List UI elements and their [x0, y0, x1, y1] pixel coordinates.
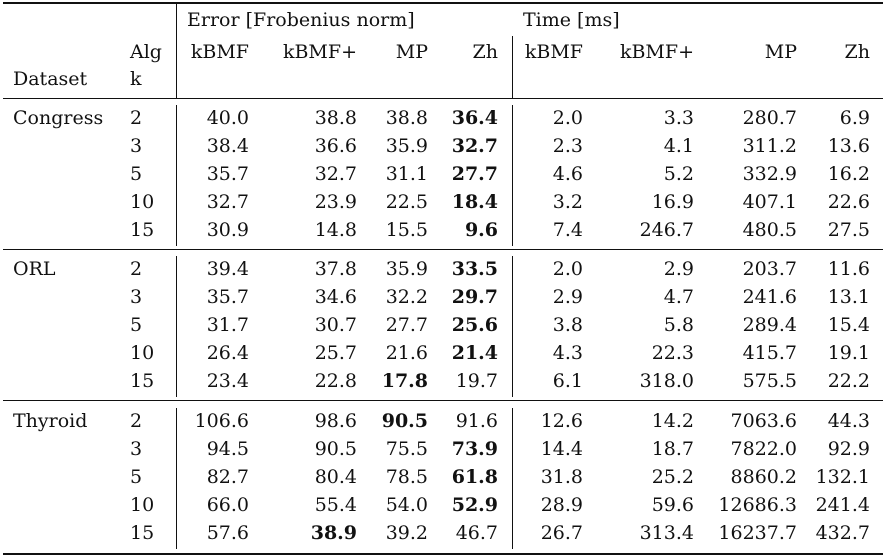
- k-cell: 2: [130, 410, 143, 432]
- error-cell: 38.8: [314, 107, 357, 129]
- time-cell: 12.6: [540, 410, 583, 432]
- time-cell: 318.0: [639, 370, 694, 393]
- dataset-label: Congress: [13, 107, 104, 129]
- col-header-error-mp: MP: [395, 41, 428, 63]
- error-cell: 80.4: [314, 466, 357, 489]
- time-cell: 4.7: [663, 286, 694, 309]
- header-rule: [3, 98, 883, 99]
- error-cell: 35.7: [206, 163, 249, 186]
- time-cell: 289.4: [742, 314, 797, 337]
- time-cell: 2.3: [552, 135, 583, 158]
- block-rule-1: [3, 249, 883, 250]
- error-cell: 30.9: [206, 219, 249, 242]
- time-cell: 18.7: [651, 438, 694, 461]
- time-cell: 8860.2: [730, 466, 797, 489]
- error-cell: 35.7: [206, 286, 249, 309]
- error-cell: 33.5: [451, 258, 498, 280]
- time-cell: 14.2: [651, 410, 694, 432]
- time-cell: 280.7: [742, 107, 797, 129]
- col-header-time-kbmf: kBMF: [524, 41, 583, 63]
- time-cell: 2.0: [552, 258, 583, 280]
- error-cell: 82.7: [206, 466, 249, 489]
- error-cell: 91.6: [455, 410, 498, 432]
- error-cell: 38.9: [310, 522, 357, 545]
- time-cell: 25.2: [651, 466, 694, 489]
- time-cell: 19.1: [827, 342, 870, 365]
- error-cell: 26.4: [206, 342, 249, 365]
- time-cell: 13.1: [827, 286, 870, 309]
- time-cell: 3.8: [552, 314, 583, 337]
- top-rule: [3, 2, 883, 4]
- error-cell: 46.7: [455, 522, 498, 545]
- block-vline-left: [176, 256, 177, 397]
- error-cell: 9.6: [464, 219, 498, 242]
- col-header-error-zh: Zh: [472, 41, 498, 63]
- col-header-time-zh: Zh: [844, 41, 870, 63]
- k-cell: 5: [130, 314, 143, 337]
- error-cell: 32.7: [206, 191, 249, 214]
- col-header-time-mp: MP: [764, 41, 797, 63]
- time-cell: 332.9: [742, 163, 797, 186]
- k-cell: 15: [130, 522, 155, 545]
- col-header-error-kbmf: kBMF: [190, 41, 249, 63]
- error-cell: 23.9: [314, 191, 357, 214]
- k-cell: 15: [130, 219, 155, 242]
- col-header-k: k: [130, 68, 142, 90]
- time-cell: 6.9: [839, 107, 870, 129]
- time-cell: 6.1: [552, 370, 583, 393]
- error-cell: 21.6: [385, 342, 428, 365]
- error-cell: 35.9: [385, 258, 428, 280]
- time-cell: 2.9: [552, 286, 583, 309]
- time-cell: 28.9: [540, 494, 583, 517]
- k-cell: 2: [130, 107, 143, 129]
- block-vline-left: [176, 408, 177, 549]
- time-cell: 59.6: [651, 494, 694, 517]
- error-cell: 90.5: [381, 410, 428, 432]
- time-cell: 5.2: [663, 163, 694, 186]
- group-header-error: Error [Frobenius norm]: [187, 9, 415, 31]
- error-cell: 52.9: [451, 494, 498, 517]
- error-cell: 75.5: [385, 438, 428, 461]
- error-cell: 55.4: [314, 494, 357, 517]
- time-cell: 3.2: [552, 191, 583, 214]
- k-cell: 3: [130, 286, 143, 309]
- error-cell: 21.4: [451, 342, 498, 365]
- time-cell: 7822.0: [730, 438, 797, 461]
- error-cell: 38.4: [206, 135, 249, 158]
- dataset-label: ORL: [13, 258, 56, 280]
- k-cell: 5: [130, 163, 143, 186]
- time-cell: 31.8: [540, 466, 583, 489]
- time-cell: 22.3: [651, 342, 694, 365]
- time-cell: 311.2: [742, 135, 797, 158]
- error-cell: 40.0: [206, 107, 249, 129]
- time-cell: 14.4: [540, 438, 583, 461]
- time-cell: 2.9: [663, 258, 694, 280]
- dataset-label: Thyroid: [13, 410, 88, 432]
- col-header-dataset: Dataset: [13, 68, 88, 90]
- time-cell: 132.1: [815, 466, 870, 489]
- time-cell: 12686.3: [718, 494, 797, 517]
- error-cell: 39.4: [206, 258, 249, 280]
- time-cell: 92.9: [827, 438, 870, 461]
- error-cell: 36.6: [314, 135, 357, 158]
- error-cell: 29.7: [451, 286, 498, 309]
- k-cell: 3: [130, 135, 143, 158]
- error-cell: 19.7: [455, 370, 498, 393]
- header-vline-left: [176, 4, 177, 98]
- time-cell: 16.9: [651, 191, 694, 214]
- error-cell: 32.7: [451, 135, 498, 158]
- error-cell: 32.7: [314, 163, 357, 186]
- col-header-alg: Alg: [130, 41, 162, 63]
- error-cell: 78.5: [385, 466, 428, 489]
- error-cell: 17.8: [381, 370, 428, 393]
- time-cell: 246.7: [639, 219, 694, 242]
- time-cell: 22.6: [827, 191, 870, 214]
- error-cell: 25.7: [314, 342, 357, 365]
- time-cell: 5.8: [663, 314, 694, 337]
- time-cell: 3.3: [663, 107, 694, 129]
- error-cell: 90.5: [314, 438, 357, 461]
- time-cell: 432.7: [815, 522, 870, 545]
- time-cell: 2.0: [552, 107, 583, 129]
- error-cell: 38.8: [385, 107, 428, 129]
- time-cell: 241.4: [815, 494, 870, 517]
- time-cell: 203.7: [742, 258, 797, 280]
- header-vline-mid: [512, 36, 513, 98]
- time-cell: 7063.6: [730, 410, 797, 432]
- error-cell: 36.4: [451, 107, 498, 129]
- block-vline-left: [176, 105, 177, 246]
- error-cell: 34.6: [314, 286, 357, 309]
- k-cell: 15: [130, 370, 155, 393]
- block-vline-mid: [512, 408, 513, 549]
- bottom-rule: [3, 553, 883, 555]
- error-cell: 14.8: [314, 219, 357, 242]
- error-cell: 39.2: [385, 522, 428, 545]
- error-cell: 54.0: [385, 494, 428, 517]
- k-cell: 10: [130, 342, 155, 365]
- time-cell: 13.6: [827, 135, 870, 158]
- k-cell: 2: [130, 258, 143, 280]
- time-cell: 27.5: [827, 219, 870, 242]
- time-cell: 7.4: [552, 219, 583, 242]
- error-cell: 22.5: [385, 191, 428, 214]
- k-cell: 5: [130, 466, 143, 489]
- error-cell: 66.0: [206, 494, 249, 517]
- error-cell: 61.8: [451, 466, 498, 489]
- time-cell: 480.5: [742, 219, 797, 242]
- k-cell: 3: [130, 438, 143, 461]
- block-rule-2: [3, 400, 883, 401]
- error-cell: 31.1: [385, 163, 428, 186]
- time-cell: 11.6: [827, 258, 870, 280]
- group-header-time: Time [ms]: [523, 9, 620, 31]
- error-cell: 35.9: [385, 135, 428, 158]
- error-cell: 98.6: [314, 410, 357, 432]
- error-cell: 27.7: [451, 163, 498, 186]
- col-header-error-kbmf-plus: kBMF+: [282, 41, 357, 63]
- time-cell: 241.6: [742, 286, 797, 309]
- error-cell: 57.6: [206, 522, 249, 545]
- error-cell: 23.4: [206, 370, 249, 393]
- error-cell: 106.6: [194, 410, 249, 432]
- time-cell: 575.5: [742, 370, 797, 393]
- error-cell: 94.5: [206, 438, 249, 461]
- block-vline-mid: [512, 105, 513, 246]
- error-cell: 15.5: [385, 219, 428, 242]
- error-cell: 73.9: [451, 438, 498, 461]
- error-cell: 27.7: [385, 314, 428, 337]
- error-cell: 37.8: [314, 258, 357, 280]
- time-cell: 16237.7: [718, 522, 797, 545]
- time-cell: 26.7: [540, 522, 583, 545]
- time-cell: 313.4: [639, 522, 694, 545]
- time-cell: 16.2: [827, 163, 870, 186]
- error-cell: 32.2: [385, 286, 428, 309]
- error-cell: 30.7: [314, 314, 357, 337]
- time-cell: 4.6: [552, 163, 583, 186]
- error-cell: 31.7: [206, 314, 249, 337]
- error-cell: 25.6: [451, 314, 498, 337]
- time-cell: 407.1: [742, 191, 797, 214]
- block-vline-mid: [512, 256, 513, 397]
- k-cell: 10: [130, 191, 155, 214]
- time-cell: 15.4: [827, 314, 870, 337]
- time-cell: 4.3: [552, 342, 583, 365]
- time-cell: 22.2: [827, 370, 870, 393]
- error-cell: 22.8: [314, 370, 357, 393]
- time-cell: 4.1: [663, 135, 694, 158]
- time-cell: 415.7: [742, 342, 797, 365]
- k-cell: 10: [130, 494, 155, 517]
- time-cell: 44.3: [827, 410, 870, 432]
- error-cell: 18.4: [451, 191, 498, 214]
- col-header-time-kbmf-plus: kBMF+: [619, 41, 694, 63]
